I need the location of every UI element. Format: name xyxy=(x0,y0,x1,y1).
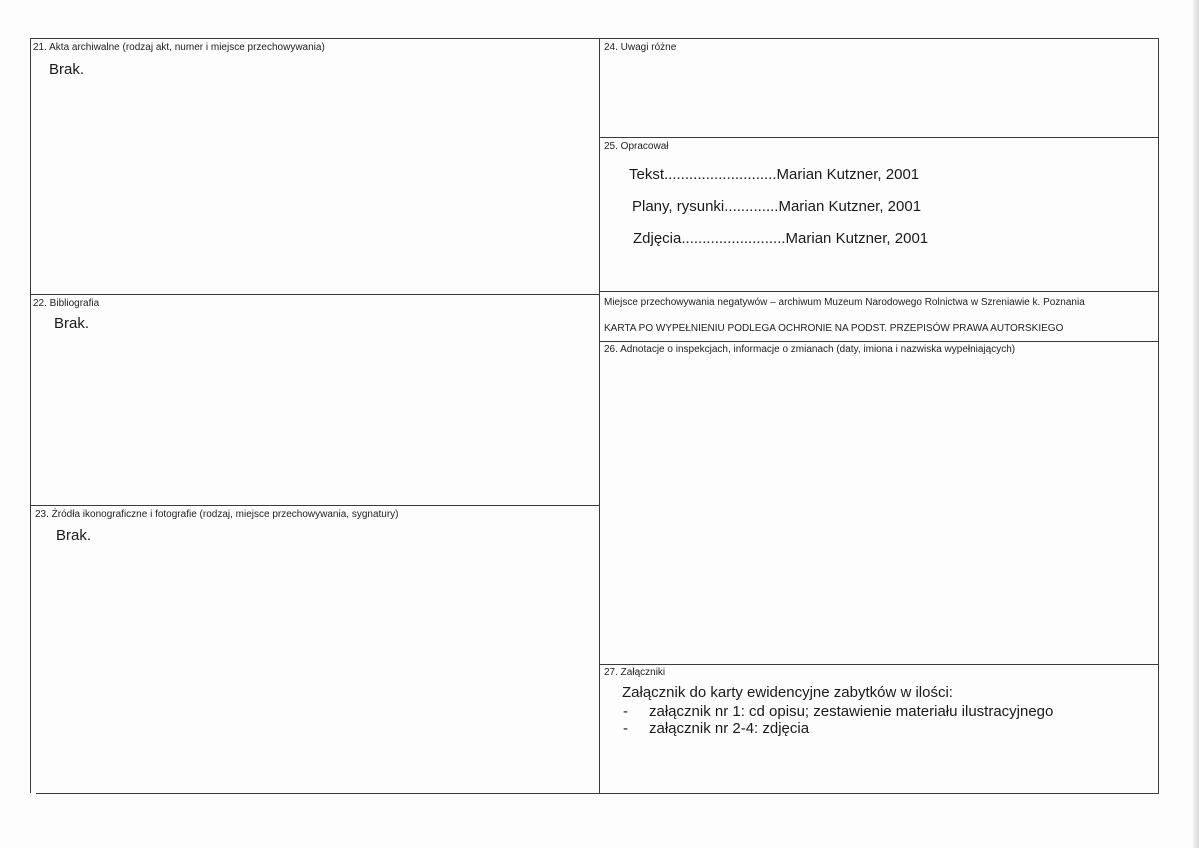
frame-bottom-line xyxy=(36,793,1159,794)
section-21-value: Brak. xyxy=(49,61,85,78)
credit-dots: ............. xyxy=(724,198,779,215)
section-23-label: 23. Źródła ikonograficzne i fotografie (rodzaj, miejsce przechowywania, sygnatury) xyxy=(35,509,399,520)
credit-name: Marian Kutzner, 2001 xyxy=(785,230,929,247)
credit-role: Plany, rysunki xyxy=(632,198,725,215)
credit-name: Marian Kutzner, 2001 xyxy=(776,166,920,183)
divider-26-27 xyxy=(599,664,1159,665)
credit-role: Tekst xyxy=(629,166,665,183)
divider-notes-26 xyxy=(599,341,1159,342)
section-26-label: 26. Adnotacje o inspekcjach, informacje o zmianach (daty, imiona i nazwiska wypełniających) xyxy=(604,344,1016,355)
divider-25-notes xyxy=(599,291,1159,292)
negatives-storage-note: Miejsce przechowywania negatywów – archiwum Muzeum Narodowego Rolnictwa w Szreniawie k. Poznania xyxy=(604,297,1085,308)
divider-21-22 xyxy=(30,294,599,295)
attachment-text: załącznik nr 1: cd opisu; zestawienie materiału ilustracyjnego xyxy=(649,703,1054,720)
divider-22-23 xyxy=(30,505,599,506)
frame-left-line xyxy=(30,38,31,793)
attachment-dash: - xyxy=(623,703,628,720)
frame-right-line xyxy=(1158,38,1159,794)
credit-row-text xyxy=(629,166,919,183)
attachments-title: Załącznik do karty ewidencyjne zabytków w ilości: xyxy=(622,684,953,701)
attachment-text: załącznik nr 2-4: zdjęcia xyxy=(649,720,810,737)
attachment-item xyxy=(623,703,1053,720)
credit-row-photos xyxy=(633,230,928,247)
credit-role: Zdjęcia xyxy=(633,230,682,247)
attachment-dash: - xyxy=(623,720,628,737)
section-23-value: Brak. xyxy=(56,527,92,544)
section-27-label: 27. Załączniki xyxy=(604,667,666,678)
credit-row-plans xyxy=(632,198,921,215)
scan-edge-shadow xyxy=(1193,0,1199,848)
divider-24-25 xyxy=(599,137,1159,138)
credit-name: Marian Kutzner, 2001 xyxy=(778,198,922,215)
copyright-note: KARTA PO WYPEŁNIENIU PODLEGA OCHRONIE NA PODST. PRZEPISÓW PRAWA AUTORSKIEGO xyxy=(604,323,1064,334)
section-24-label: 24. Uwagi różne xyxy=(604,42,677,53)
credit-dots: ........................... xyxy=(664,166,777,183)
attachment-item xyxy=(623,720,809,737)
column-divider-line xyxy=(599,38,600,794)
section-21-label: 21. Akta archiwalne (rodzaj akt, numer i miejsce przechowywania) xyxy=(33,42,325,53)
section-25-label: 25. Opracował xyxy=(604,141,669,152)
credit-dots: ......................... xyxy=(681,230,786,247)
frame-top-line xyxy=(30,38,1159,39)
section-22-value: Brak. xyxy=(54,315,90,332)
section-22-label: 22. Bibliografia xyxy=(33,298,100,309)
